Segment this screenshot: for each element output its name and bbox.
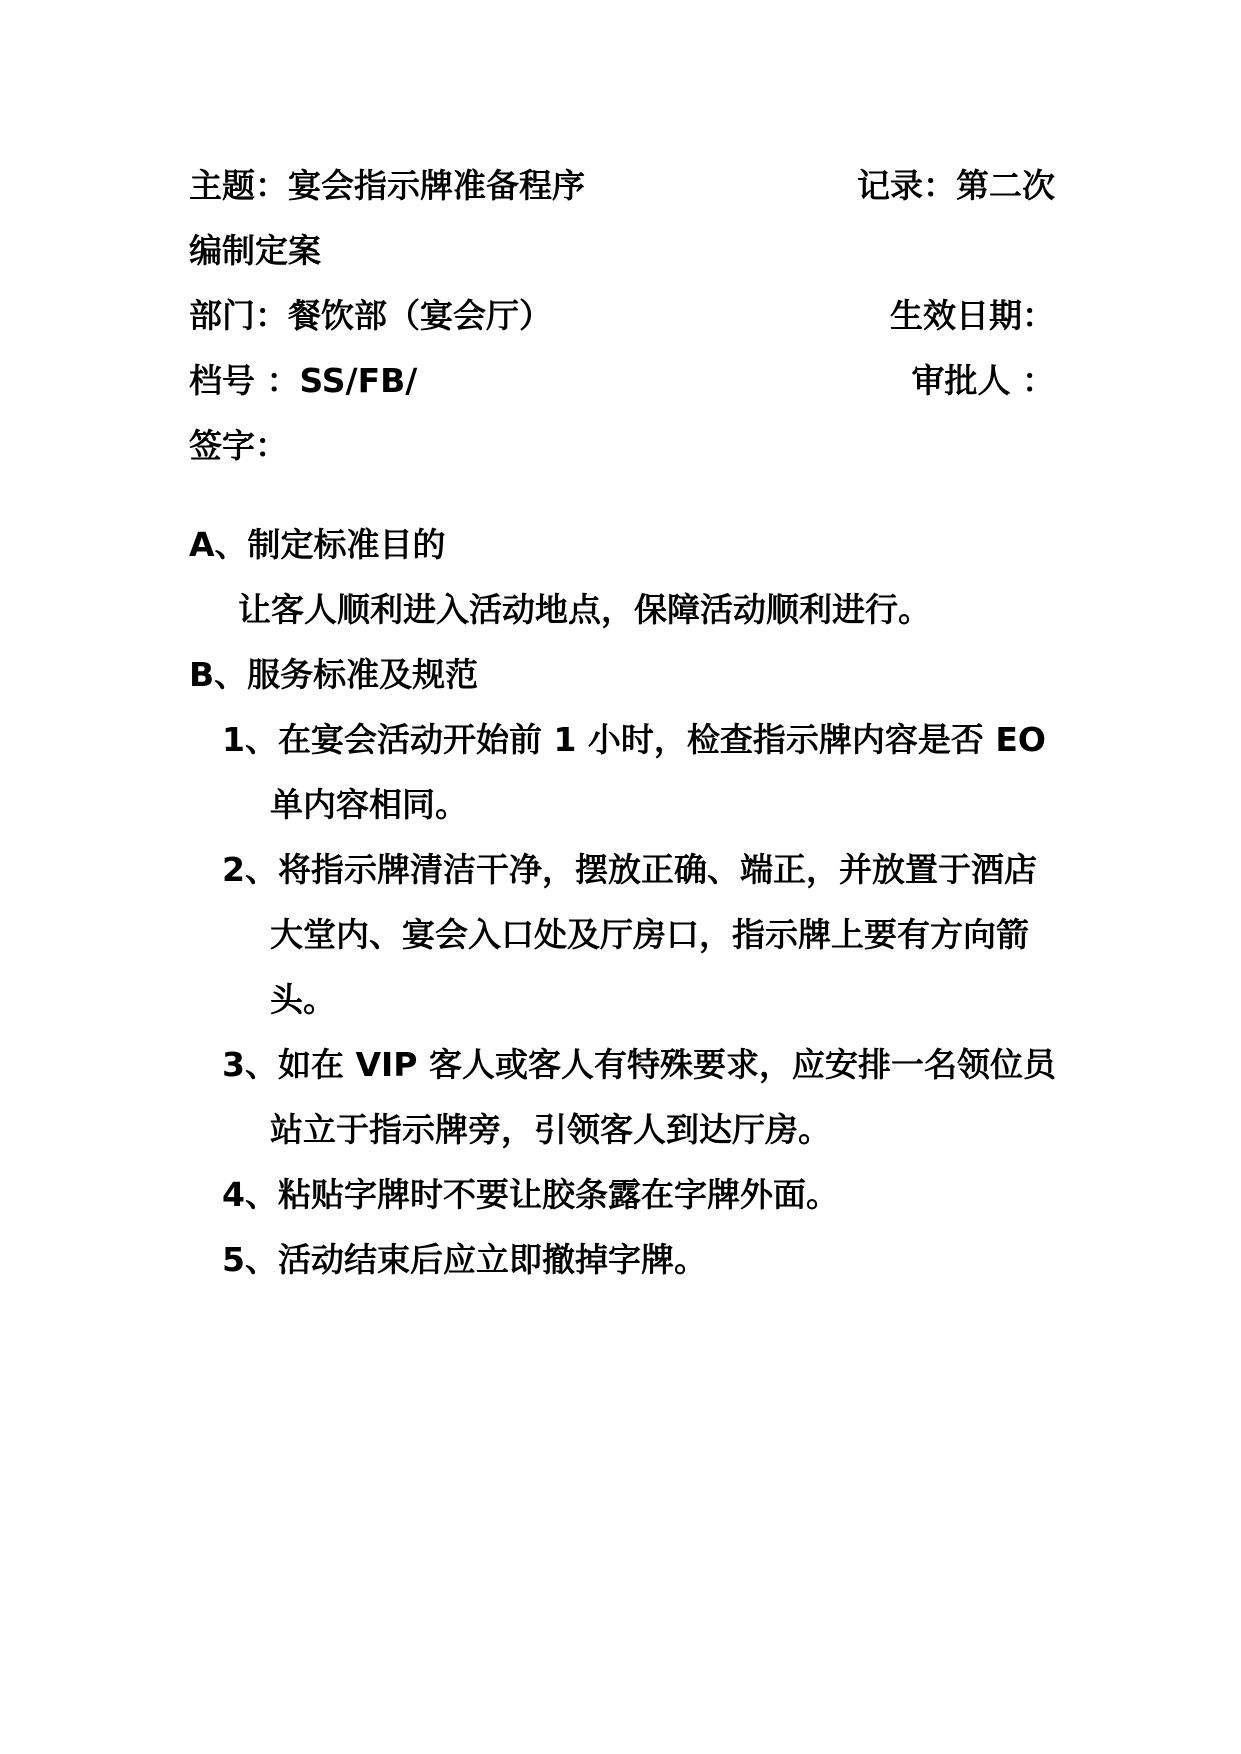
section-a-body: 让客人顺利进入活动地点，保障活动顺利进行。 — [238, 590, 931, 629]
list-item: 单内容相同。 — [270, 785, 468, 824]
list-item: 4、粘贴字牌时不要让胶条露在字牌外面。 — [222, 1175, 839, 1214]
compile-line: 编制定案 — [189, 231, 321, 270]
list-item: 5、活动结束后应立即撤掉字牌。 — [222, 1240, 707, 1279]
signature-line: 签字： — [189, 426, 288, 465]
department-line: 部门：餐饮部（宴会厅） — [189, 296, 552, 335]
effective-date-line: 生效日期： — [890, 296, 1055, 335]
file-number-line: 档号 ：SS/FB/ — [189, 361, 418, 400]
list-item: 1、在宴会活动开始前 1 小时，检查指示牌内容是否 EO — [222, 720, 1046, 759]
list-item: 3、如在 VIP 客人或客人有特殊要求，应安排一名领位员 — [222, 1045, 1056, 1084]
list-item: 头。 — [270, 980, 336, 1019]
list-item: 大堂内、宴会入口处及厅房口，指示牌上要有方向箭 — [270, 915, 1029, 954]
section-a-title: A、制定标准目的 — [189, 525, 446, 564]
list-item: 2、将指示牌清洁干净，摆放正确、端正，并放置于酒店 — [222, 850, 1037, 889]
list-item: 站立于指示牌旁，引领客人到达厅房。 — [270, 1110, 831, 1149]
record-line: 记录：第二次 — [857, 166, 1055, 205]
subject-line: 主题：宴会指示牌准备程序 — [189, 166, 585, 205]
approver-line: 审批人 ： — [911, 361, 1055, 400]
section-b-title: B、服务标准及规范 — [189, 655, 479, 694]
